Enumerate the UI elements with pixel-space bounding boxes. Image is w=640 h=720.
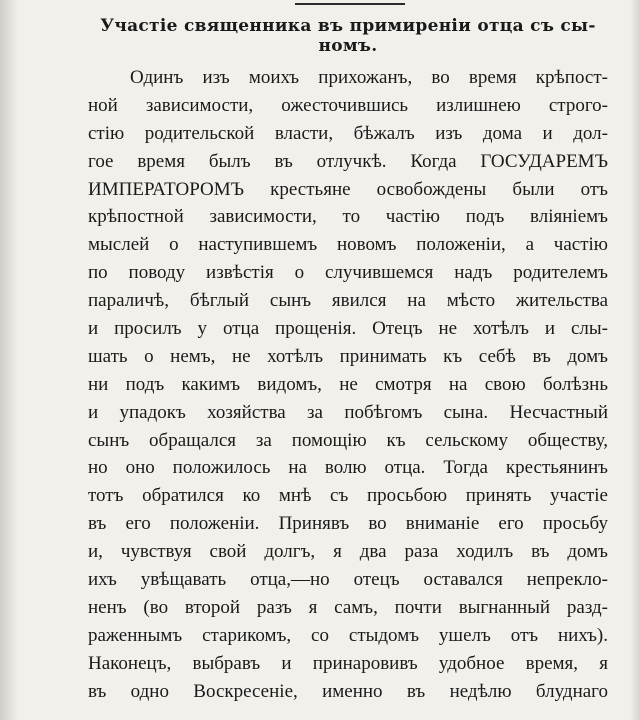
text-line: мыслей о наступившемъ новомъ положенiи, а частiю [88, 234, 608, 256]
text-line: но оно положилось на волю отца. Тогда крестьянинъ [88, 457, 608, 479]
section-heading [88, 16, 608, 56]
text-line: шать о немъ, не хотѣлъ принимать къ себѣ въ домъ [88, 345, 608, 367]
text-line: параличѣ, бѣглый сынъ явился на мѣсто жительства [88, 290, 608, 312]
text-line: сынъ обращался за помощiю къ сельскому обществу, [88, 429, 608, 451]
text-line: ной зависимости, ожесточившись излишнею строго- [88, 94, 608, 116]
text-line: крѣпостной зависимости, то частiю подъ влiянiемъ [88, 206, 608, 228]
text-line: ИМПЕРАТОРОМЪ крестьяне освобождены были отъ [88, 178, 608, 200]
heading-line: номъ. [318, 36, 378, 56]
page-edge-shadow [630, 0, 640, 720]
text-line: ни подъ какимъ видомъ, не смотря на свою болѣзнь [88, 373, 608, 395]
text-line: тотъ обратился ко мнѣ съ просьбою принять участiе [88, 485, 608, 507]
text-line: и просилъ у отца прощенiя. Отецъ не хотѣлъ и слы- [88, 318, 608, 340]
text-line: ихъ увѣщавать отца,—но отецъ оставался непрекло- [88, 569, 608, 591]
text-line: Наконецъ, выбравъ и принаровивъ удобное время, я [88, 652, 608, 674]
text-line: въ его положенiи. Принявъ во вниманiе его просьбу [88, 513, 608, 535]
text-line: гое время былъ въ отлучкѣ. Когда ГОСУДАРЕМЪ [88, 150, 608, 172]
body-text [88, 64, 608, 705]
text-line: Одинъ изъ моихъ прихожанъ, во время крѣпост- [130, 67, 608, 88]
text-line: стiю родительской власти, бѣжалъ изъ дома и дол- [88, 122, 608, 144]
text-line: и упадокъ хозяйства за побѣгомъ сына. Несчастный [88, 401, 608, 423]
page-gutter-shadow [0, 0, 18, 720]
heading-line: Участiе священника въ примиренiи отца съ сы- [100, 16, 596, 36]
text-line: ненъ (во второй разъ я самъ, почти выгнанный разд- [88, 596, 608, 618]
text-line: въ одно Воскресенiе, именно въ недѣлю блуднаго [88, 680, 608, 702]
section-divider-rule [295, 3, 405, 5]
text-line: и, чувствуя свой долгъ, я два раза ходилъ въ домъ [88, 541, 608, 563]
text-line: по поводу извѣстiя о случившемся надъ родителемъ [88, 262, 608, 284]
text-line: раженнымъ старикомъ, со стыдомъ ушелъ отъ нихъ). [88, 624, 608, 646]
